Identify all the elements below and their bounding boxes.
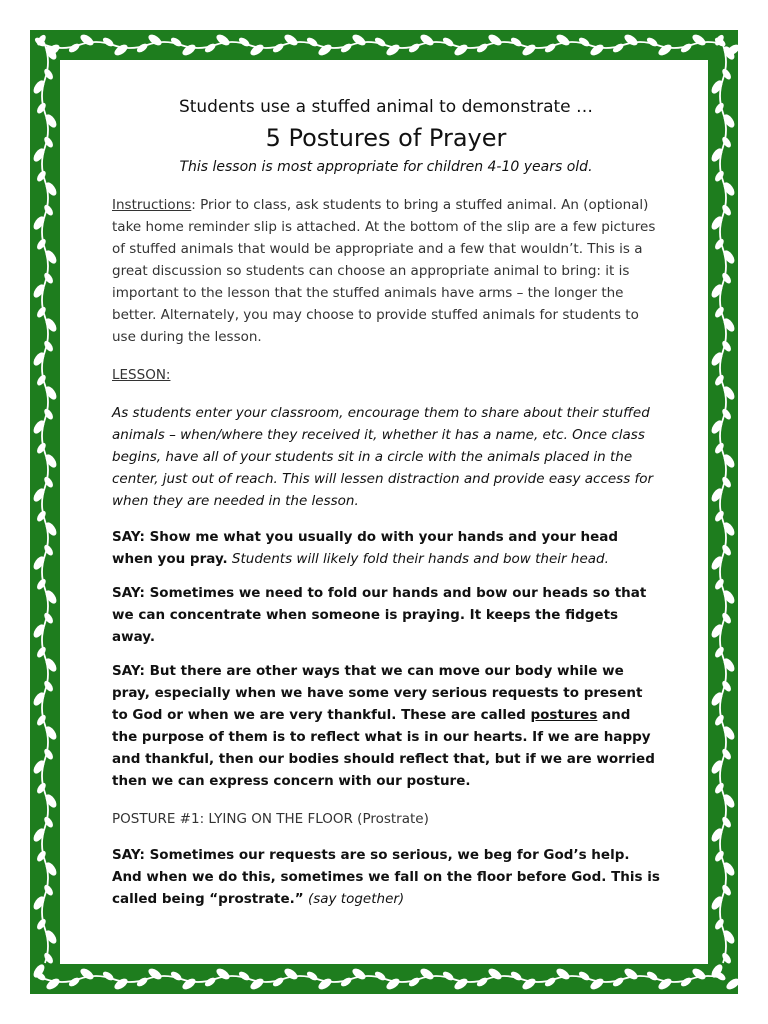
- say-1-text: SAY: Show me what you usually do with your hands and your head when you pray.: [112, 529, 619, 567]
- vine-leaf: [487, 32, 504, 47]
- intro-line: Students use a stuffed animal to demonstrate …: [178, 97, 594, 117]
- vine-leaf: [419, 32, 436, 47]
- vine-leaf: [45, 976, 62, 991]
- vine-leaf: [317, 976, 334, 991]
- postures-term: postures: [530, 707, 598, 723]
- vine-leaf: [487, 966, 504, 981]
- lesson-intro: As students enter your classroom, encourage them to share about their stuffed animals – when/where they received it, whether it has a name, etc. Once class begins, have all of your students sit in a circle with the animals placed in the center, just out of reach. This will lessen distraction and provide easy access for when they are needed in the lesson.: [112, 405, 654, 509]
- vine-leaf: [79, 966, 96, 981]
- instructions-colon: :: [191, 197, 196, 213]
- vine-leaf: [657, 42, 674, 57]
- vine-leaf: [691, 32, 708, 47]
- age-note: This lesson is most appropriate for children 4-10 years old.: [179, 159, 593, 175]
- vine-leaf: [385, 976, 402, 991]
- say-paragraph-4: [112, 844, 660, 910]
- vine-leaf: [657, 976, 674, 991]
- vine-leaf: [249, 42, 266, 57]
- vine-leaf: [181, 42, 198, 57]
- vine-leaf: [453, 976, 470, 991]
- vine-leaf: [181, 976, 198, 991]
- vine-leaf: [79, 32, 96, 47]
- vine-leaf: [317, 42, 334, 57]
- vine-leaf: [589, 42, 606, 57]
- instructions-label: Instructions: [112, 197, 192, 213]
- vine-leaf: [521, 976, 538, 991]
- say-1-note: Students will likely fold their hands and bow their head.: [227, 551, 609, 567]
- vine-leaf: [249, 976, 266, 991]
- vine-leaf: [113, 976, 130, 991]
- vine-leaf: [147, 32, 164, 47]
- posture-1-heading: POSTURE #1: LYING ON THE FLOOR (Prostrate): [112, 811, 429, 827]
- say-3-part-1: SAY: But there are other ways that we can move our body while we pray, especially when we have some very serious requests to present to God or when we are very thankful. These are called: [112, 663, 643, 723]
- vine-leaf: [419, 966, 436, 981]
- vine-leaf: [283, 966, 300, 981]
- vine-leaf: [555, 966, 572, 981]
- say-4-text: SAY: Sometimes our requests are so serious, we beg for God’s help. And when we do this, sometimes we fall on the floor before God. This is called being “prostrate.”: [112, 847, 660, 907]
- vine-leaf: [43, 951, 55, 965]
- vine-leaf: [521, 42, 538, 57]
- vine-leaf: [147, 966, 164, 981]
- say-3-part-2: and the purpose of them is to reflect what is in our hearts. If we are happy and thankful, then our bodies should reflect that, but if we are worried then we can express concern with our posture.: [112, 707, 655, 789]
- vine-leaf: [725, 976, 738, 991]
- vine-leaf: [385, 42, 402, 57]
- say-4-note: (say together): [303, 891, 405, 907]
- vine-leaf: [589, 976, 606, 991]
- lesson-label: LESSON:: [112, 367, 171, 383]
- vine-leaf: [453, 42, 470, 57]
- vine-leaf: [721, 951, 733, 965]
- vine-leaf: [623, 32, 640, 47]
- page-title: 5 Postures of Prayer: [265, 124, 507, 152]
- vine-leaf: [691, 966, 708, 981]
- lesson-content: [112, 94, 660, 910]
- vine-leaf: [113, 42, 130, 57]
- vine-leaf: [623, 966, 640, 981]
- vine-leaf: [215, 966, 232, 981]
- vine-leaf: [555, 32, 572, 47]
- say-paragraph-1: [112, 526, 660, 570]
- vine-leaf: [351, 966, 368, 981]
- instructions-paragraph: [112, 194, 660, 348]
- say-paragraph-2: SAY: Sometimes we need to fold our hands and bow our heads so that we can concentrate when someone is praying. It keeps the fidgets away.: [112, 585, 647, 645]
- vine-leaf: [351, 32, 368, 47]
- vine-leaf: [215, 32, 232, 47]
- vine-leaf: [283, 32, 300, 47]
- say-paragraph-3: [112, 660, 660, 792]
- instructions-text: Prior to class, ask students to bring a stuffed animal. An (optional) take home reminder slip is attached. At the bottom of the slip are a few pictures of stuffed animals that would be appropriate and a few that wouldn’t. This is a great discussion so students can choose an appropriate animal to bring: it is important to the lesson that the stuffed animals have arms – the longer the better. Alternately, you may choose to provide stuffed animals for students to use during the lesson.: [112, 197, 656, 345]
